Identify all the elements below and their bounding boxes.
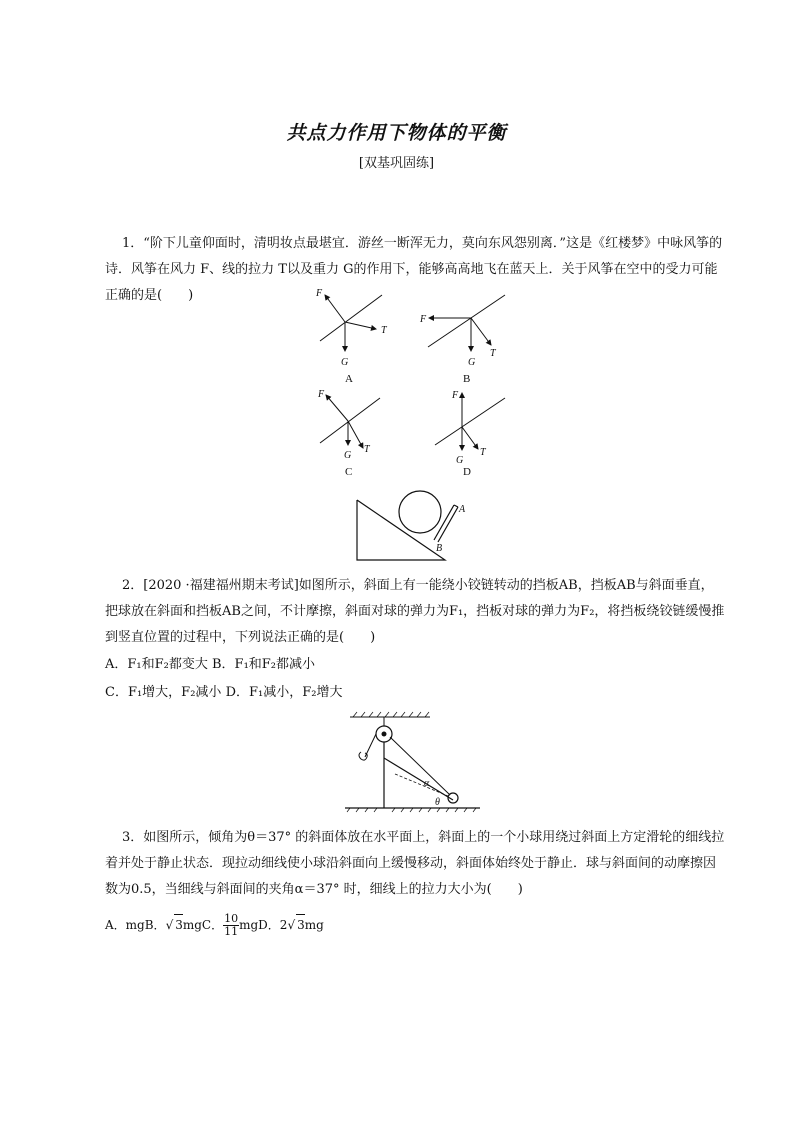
label-t: T (364, 444, 370, 455)
q3-option-b-radicand: 3 (174, 914, 183, 935)
q3-option-b-prefix: B． (144, 918, 166, 932)
label-g: G (468, 357, 476, 368)
option-label-b: B (463, 373, 471, 385)
q3-option-c-numerator: 10 (224, 912, 239, 925)
label-f: F (452, 390, 459, 401)
option-label-c: C (345, 466, 353, 478)
fig-label-a: A (459, 504, 466, 515)
q3-option-c-denominator: 11 (224, 925, 239, 938)
page-title: 共点力作用下物体的平衡 (286, 122, 507, 144)
q2-options-row-2 (105, 683, 725, 703)
label-f: F (318, 389, 325, 400)
q3-option-d-prefix: D．2 (258, 918, 288, 932)
label-g: G (344, 450, 352, 461)
fig-label-theta: θ (435, 797, 440, 808)
label-t: T (381, 325, 387, 336)
fig-label-alpha: α (424, 778, 430, 789)
q1-kite-force-diagrams (310, 285, 530, 480)
label-f: F (316, 288, 323, 299)
q3-option-b-sqrt-sign: √ (165, 918, 174, 932)
diagram-b (419, 295, 505, 385)
question-2-text: 2．[2020 ·福建福州期末考试]如图所示，斜面上有一能绕小铰链转动的挡板AB，挡板AB与斜面垂直，把球放在斜面和挡板AB之间，不计摩擦，斜面对球的弹力为F₁，挡板对球的弹力为F₂，将挡板绕铰链缓慢推到竖直位置的过程中，下列说法正确的是( ) (105, 578, 725, 645)
label-g: G (456, 455, 464, 466)
q3-option-b-suffix: mg (182, 918, 202, 932)
q3-option-d-suffix: mg (304, 918, 324, 932)
q2-options-row-1 (105, 655, 725, 675)
q2-option-d: D．F₁减小，F₂增大 (225, 685, 343, 700)
q3-option-c-suffix: mg (239, 918, 259, 932)
label-t: T (480, 447, 486, 458)
diagram-c (317, 389, 380, 478)
option-label-a: A (345, 373, 353, 385)
question-3-text: 3．如图所示，倾角为θ＝37° 的斜面体放在水平面上，斜面上的一个小球用绕过斜面上方定滑轮的细线拉着并处于静止状态．现拉动细线使小球沿斜面向上缓慢移动，斜面体始终处于静止．球与斜面间的动摩擦因数为0.5，当细线与斜面间的夹角α＝37° 时，细线上的拉力大小为( ) (105, 830, 725, 897)
label-t: T (490, 348, 496, 359)
q3-option-c-fraction (223, 913, 239, 938)
q3-pulley-incline-figure (345, 712, 480, 812)
q2-option-c: C．F₁增大，F₂减小 (105, 685, 222, 700)
q3-option-c-prefix: C． (201, 918, 224, 932)
fig-label-b: B (436, 543, 443, 554)
q3-option-d-radicand: 3 (296, 914, 305, 935)
label-g: G (341, 357, 349, 368)
q2-incline-ball-figure (355, 488, 475, 563)
diagram-a (315, 288, 388, 385)
section-subtitle: [双基巩固练] (358, 156, 435, 171)
q2-option-a: A．F₁和F₂都变大 (105, 657, 208, 672)
diagram-d (435, 390, 505, 478)
question-1-text: 1．“阶下儿童仰面时，清明妆点最堪宜．游丝一断浑无力，莫向东风怨别离．”这是《红楼梦》中咏风筝的诗．风筝在风力 F、线的拉力 T以及重力 G的作用下，能够高高地飞在蓝天上．关于风筝在空中的受力可能正确的是( ) (105, 236, 723, 303)
option-label-d: D (463, 466, 471, 478)
q3-option-a: A．mg (105, 918, 145, 932)
label-f: F (420, 314, 427, 325)
q3-option-d-sqrt-sign: √ (287, 918, 296, 932)
q3-options-row (105, 913, 725, 938)
q2-option-b: B．F₁和F₂都减小 (212, 657, 316, 672)
